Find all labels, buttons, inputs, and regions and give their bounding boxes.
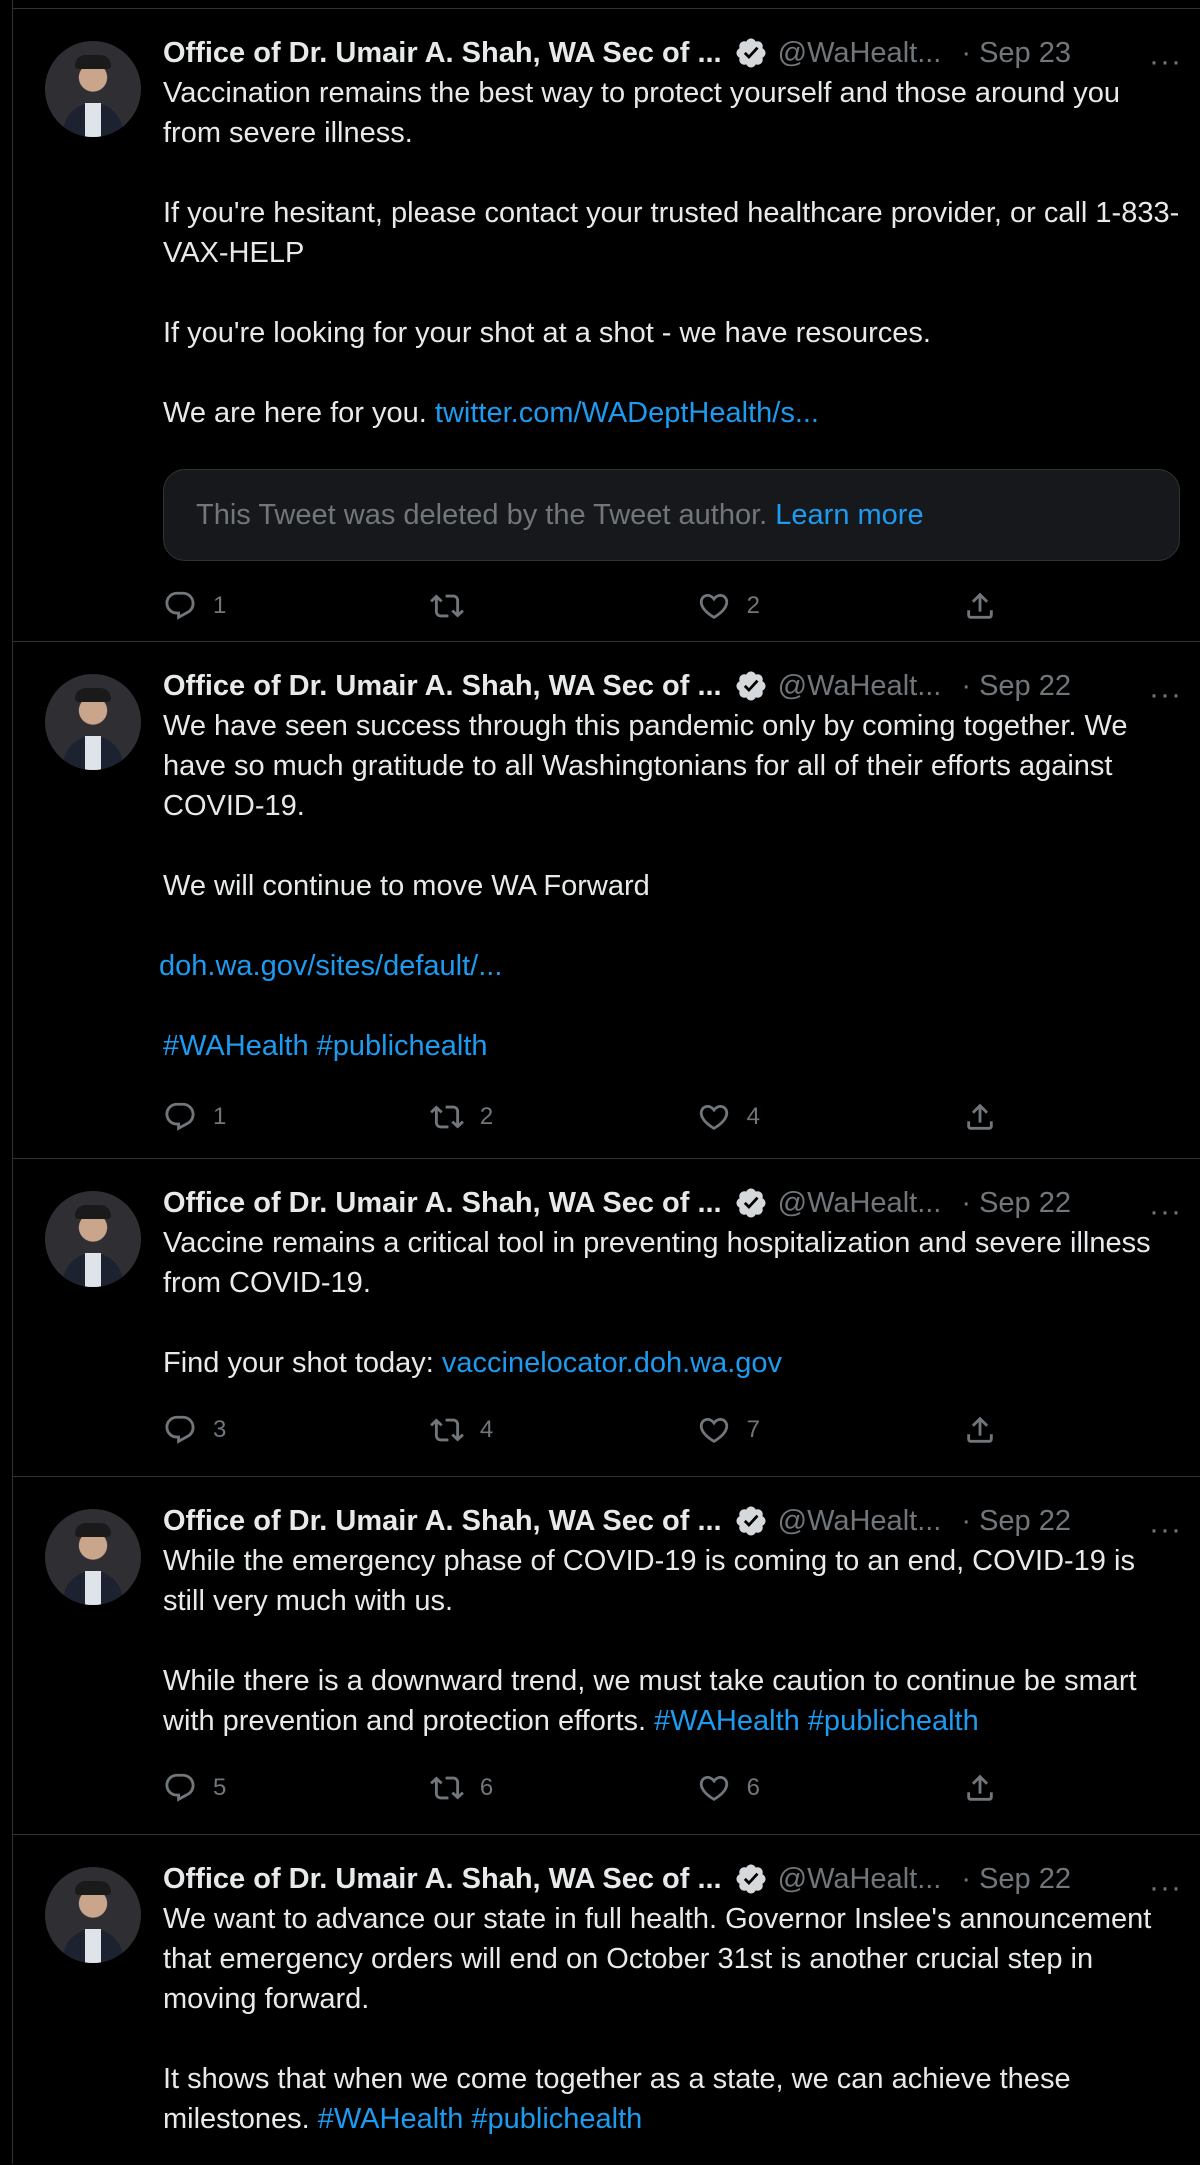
reply-button[interactable] <box>163 1413 430 1447</box>
tweet-paragraph-text: While there is a downward trend, we must take caution to continue be smart with prevention and protection efforts. <box>163 1665 1137 1737</box>
tweet-paragraph <box>163 393 1180 433</box>
reply-icon <box>163 589 197 623</box>
timeline <box>12 0 1200 2164</box>
like-icon <box>697 589 731 623</box>
retweet-button[interactable] <box>430 589 697 623</box>
share-button[interactable] <box>963 1771 1003 1805</box>
tweet[interactable] <box>13 1477 1200 1835</box>
like-icon <box>697 1413 731 1447</box>
tweet-paragraph: Vaccine remains a critical tool in preventing hospitalization and severe illness from COVID-19. <box>163 1227 1151 1299</box>
tweet-paragraph-text: Find your shot today: <box>163 1347 434 1379</box>
tweet-actions <box>163 1385 1003 1475</box>
tweet-paragraph: We want to advance our state in full health. Governor Inslee's announcement that emergency orders will end on October 31st is another crucial step in moving forward. <box>163 1903 1152 2015</box>
retweet-icon <box>430 1413 464 1447</box>
reply-button[interactable] <box>163 1100 430 1134</box>
retweet-button[interactable] <box>430 1413 697 1447</box>
avatar[interactable] <box>45 41 141 137</box>
hashtags[interactable]: #WAHealth #publichealth <box>654 1705 979 1737</box>
share-button[interactable] <box>963 1413 1003 1447</box>
tweet-text <box>163 73 1180 433</box>
avatar[interactable] <box>45 1191 141 1287</box>
tweet[interactable] <box>13 9 1200 642</box>
tweet-text <box>159 706 1180 1066</box>
like-button[interactable] <box>697 1413 964 1447</box>
author-name[interactable]: Office of Dr. Umair A. Shah, WA Sec of ... <box>163 1186 722 1219</box>
share-icon <box>963 1771 997 1805</box>
like-button[interactable] <box>697 589 964 623</box>
tweet-text <box>163 1899 1180 2139</box>
avatar[interactable] <box>45 674 141 770</box>
reply-button[interactable] <box>163 1771 430 1805</box>
hashtags[interactable]: #WAHealth #publichealth <box>163 1030 488 1062</box>
retweet-icon <box>430 589 464 623</box>
like-icon <box>697 1100 731 1134</box>
verified-badge-icon <box>734 1862 768 1896</box>
author-name[interactable]: Office of Dr. Umair A. Shah, WA Sec of ... <box>163 669 722 702</box>
tweet-paragraph: If you're looking for your shot at a shot - we have resources. <box>163 317 931 349</box>
tweet-paragraph-text: We are here for you. <box>163 397 427 429</box>
reply-icon <box>163 1100 197 1134</box>
tweet-header <box>163 1183 1180 1223</box>
tweet-date[interactable]: · Sep 22 <box>961 669 1071 702</box>
reply-count: 5 <box>213 1774 227 1801</box>
tweet-actions <box>163 561 1003 651</box>
tweet-header <box>163 666 1180 706</box>
retweet-button[interactable] <box>430 1100 697 1134</box>
share-button[interactable] <box>963 589 1003 623</box>
tweet-actions <box>163 1743 1003 1833</box>
tweet-text <box>163 1223 1180 1383</box>
retweet-count: 6 <box>479 1774 494 1801</box>
tweet-paragraph <box>163 1343 1180 1383</box>
tweet[interactable] <box>13 1159 1200 1477</box>
verified-badge-icon <box>734 1504 768 1538</box>
tweet-header <box>163 33 1180 73</box>
retweet-count: 4 <box>479 1416 494 1443</box>
tweet-paragraph: If you're hesitant, please contact your trusted healthcare provider, or call 1-833-VAX-HELP <box>163 197 1180 269</box>
retweet-count: 2 <box>479 1103 494 1130</box>
reply-count: 1 <box>213 592 227 619</box>
author-name[interactable]: Office of Dr. Umair A. Shah, WA Sec of ... <box>163 1862 722 1895</box>
like-button[interactable] <box>697 1771 964 1805</box>
like-count: 6 <box>746 1774 761 1801</box>
verified-badge-icon <box>734 669 768 703</box>
tweet-paragraph: We will continue to move WA Forward <box>163 870 650 902</box>
deleted-quote-tweet <box>163 469 1180 561</box>
tweet-paragraph <box>163 1026 1180 1066</box>
more-options-icon[interactable]: ··· <box>1149 1513 1182 1546</box>
author-handle[interactable]: @WaHealt... <box>777 1504 942 1537</box>
reply-button[interactable] <box>163 589 430 623</box>
like-count: 2 <box>746 592 761 619</box>
author-handle[interactable]: @WaHealt... <box>777 1186 942 1219</box>
verified-badge-icon <box>734 1186 768 1220</box>
tweet-paragraph <box>163 2059 1180 2139</box>
more-options-icon[interactable]: ··· <box>1149 678 1182 711</box>
more-options-icon[interactable]: ··· <box>1149 1195 1182 1228</box>
share-icon <box>963 1100 997 1134</box>
avatar[interactable] <box>45 1867 141 1963</box>
tweet-paragraph <box>159 946 1180 986</box>
more-options-icon[interactable]: ··· <box>1149 45 1182 78</box>
author-handle[interactable]: @WaHealt... <box>777 669 942 702</box>
author-handle[interactable]: @WaHealt... <box>777 1862 942 1895</box>
like-button[interactable] <box>697 1100 964 1134</box>
tweet-date[interactable]: · Sep 22 <box>961 1504 1071 1537</box>
reply-count: 1 <box>213 1103 227 1130</box>
tweet-link[interactable]: vaccinelocator.doh.wa.gov <box>441 1347 783 1379</box>
tweet-paragraph: We have seen success through this pandemic only by coming together. We have so much gratitude to all Washingtonians for all of their efforts against COVID-19. <box>163 710 1128 822</box>
author-name[interactable]: Office of Dr. Umair A. Shah, WA Sec of ... <box>163 1504 722 1537</box>
tweet-paragraph: While the emergency phase of COVID-19 is coming to an end, COVID-19 is still very much with us. <box>163 1545 1135 1617</box>
retweet-icon <box>430 1100 464 1134</box>
tweet-header <box>163 1501 1180 1541</box>
tweet[interactable] <box>13 642 1200 1159</box>
tweet-link[interactable]: doh.wa.gov/sites/default/... <box>159 950 503 982</box>
tweet-paragraph-text: It shows that when we come together as a state, we can achieve these milestones. <box>163 2063 1071 2135</box>
author-handle[interactable]: @WaHealt... <box>777 36 942 69</box>
reply-icon <box>163 1771 197 1805</box>
retweet-button[interactable] <box>430 1771 697 1805</box>
tweet-text <box>163 1541 1180 1741</box>
avatar[interactable] <box>45 1509 141 1605</box>
verified-badge-icon <box>734 36 768 70</box>
author-name[interactable]: Office of Dr. Umair A. Shah, WA Sec of ... <box>163 36 722 69</box>
tweet-actions <box>163 1072 1003 1162</box>
deleted-notice: This Tweet was deleted by the Tweet author. <box>196 498 768 531</box>
like-icon <box>697 1771 731 1805</box>
share-button[interactable] <box>963 1100 1003 1134</box>
tweet-date[interactable]: · Sep 23 <box>961 36 1071 69</box>
share-icon <box>963 589 997 623</box>
tweet-paragraph: Vaccination remains the best way to protect yourself and those around you from severe illness. <box>163 77 1121 149</box>
tweet-date[interactable]: · Sep 22 <box>961 1862 1071 1895</box>
tweet-link[interactable]: twitter.com/WADeptHealth/s... <box>434 397 819 429</box>
more-options-icon[interactable]: ··· <box>1149 1871 1182 1904</box>
reply-count: 3 <box>213 1416 227 1443</box>
learn-more-link[interactable]: Learn more <box>775 498 924 531</box>
hashtags[interactable]: #WAHealth #publichealth <box>317 2103 643 2135</box>
tweet-paragraph <box>163 1661 1180 1741</box>
like-count: 7 <box>746 1416 761 1443</box>
retweet-icon <box>430 1771 464 1805</box>
tweet-date[interactable]: · Sep 22 <box>961 1186 1071 1219</box>
tweet-header <box>163 1859 1180 1899</box>
reply-icon <box>163 1413 197 1447</box>
share-icon <box>963 1413 997 1447</box>
like-count: 4 <box>746 1103 761 1130</box>
tweet[interactable] <box>13 1835 1200 2165</box>
divider <box>13 0 1200 9</box>
